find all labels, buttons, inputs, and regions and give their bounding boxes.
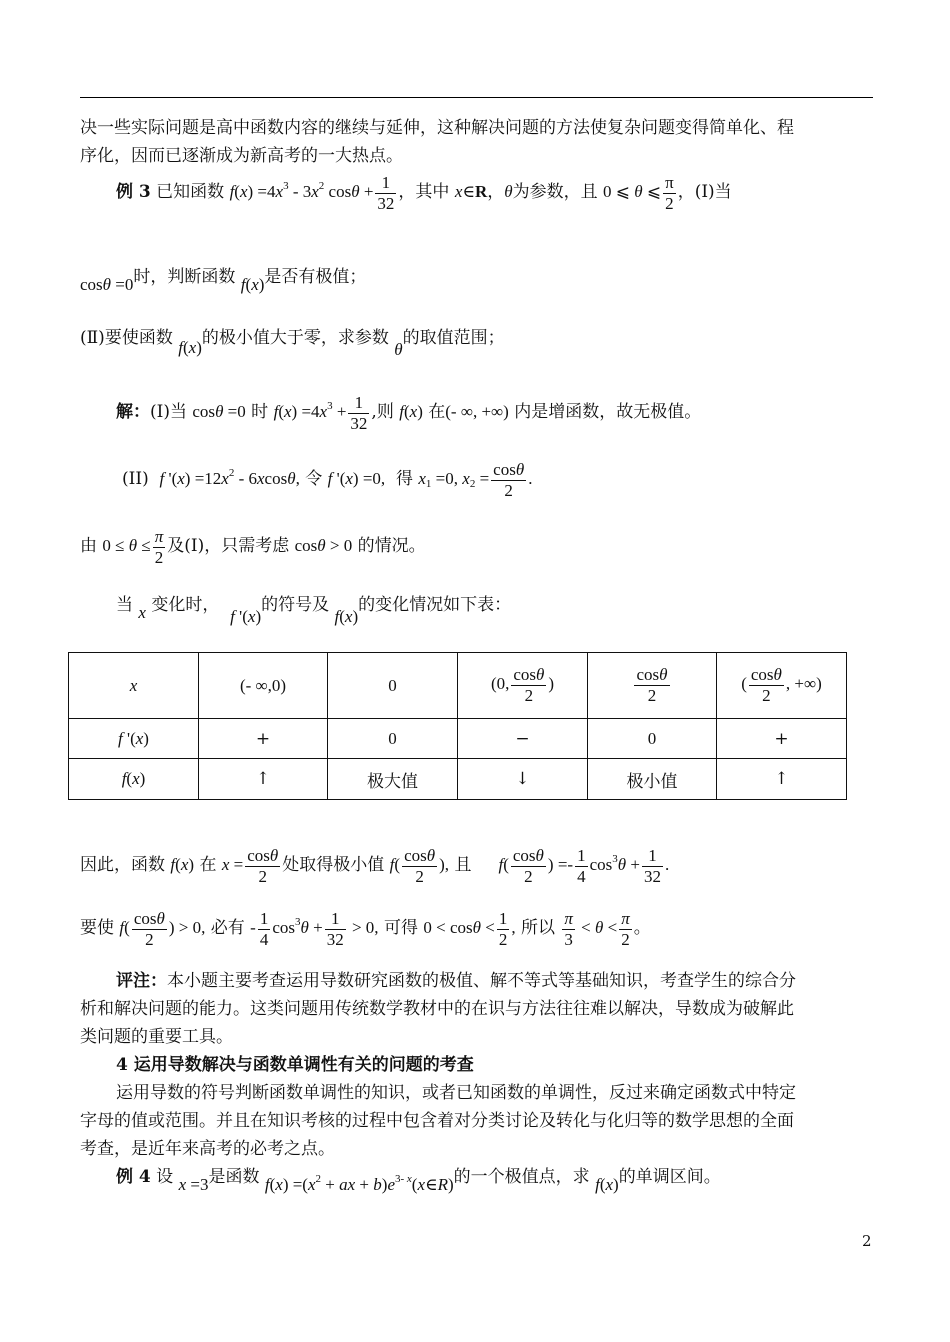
example4-label: 例 4 — [116, 1167, 151, 1187]
example3-label: 例 3 — [116, 181, 151, 202]
solution-label: 解： — [116, 401, 150, 422]
intro-line-2: 序化，因而已逐渐成为新高考的一大热点。 — [80, 146, 403, 166]
conclusion-line-2: 要使 f( $\frac{\cos\theta}{2}$ ) > 0, 必有 - $\frac{1}{4}$ $\cos^3\theta$ + $\frac{1}{32}$ > 0, 可得 0 < cosθ < $\frac{1}{2}$ , 所以 $\frac{\pi}{3}$ < θ < $\frac{\pi}{2}$ 。 — [80, 909, 651, 949]
intro-line-1: 决一些实际问题是高中函数内容的继续与延伸，这种解决问题的方法使复杂问题变得简单化、程 — [80, 118, 794, 138]
page-number: 2 — [862, 1232, 872, 1250]
solution-table-intro: 当 x 变化时， f '(x)的符号及 f(x)的变化情况如下表： — [116, 595, 512, 626]
solution-part2: (II) f '$(x) =12x^2 - 6xcos\theta$, 令 f '(x) =0, 得 $x_1 =0$, $x_2$ = $\frac{\cos\theta}{2}$ . — [122, 460, 533, 500]
comment-label: 评注： — [116, 971, 167, 991]
variation-table — [68, 652, 847, 800]
section4-line-3: 考查，是近年来高考的必考之点。 — [80, 1139, 335, 1159]
table-row: f '(x) + 0 − 0 + — [69, 719, 847, 759]
header-rule — [80, 97, 873, 98]
example4-statement: 例 4 设 x =3是函数 $f(x) =(x^2$ + ax + $b)e^{3- x}(x\in R)$的一个极值点，求 f(x)的单调区间。 — [116, 1167, 721, 1194]
comment-line-1: 评注：本小题主要考查运用导数研究函数的极值、解不等式等基础知识，考查学生的综合分 — [116, 971, 796, 991]
example3-statement: 例 3 已知函数 $f(x) =4x^3 - 3x^2$ cosθ + $\frac{1}{32}$ ，其中 x∈R，θ为参数，且 0 ⩽ θ ⩽ $\frac{\pi}{2}$ ，(Ⅰ)当 — [116, 173, 732, 213]
solution-condition: 由 0 ≤ θ ≤ $\frac{\pi}{2}$ 及(Ⅰ)，只需考虑 cosθ > 0 的情况。 — [80, 527, 426, 567]
solution-part1: 解：(Ⅰ)当 cosθ =0 时 $f(x) =4x^3$ + $\frac{1}{32}$ ,则 f(x) 在(- ∞, +∞) 内是增函数，故无极值。 — [116, 393, 702, 433]
comment-line-3: 类问题的重要工具。 — [80, 1027, 233, 1047]
formula-f: $f(x) =4x^3 - 3x^2$ cosθ + $\frac{1}{32}$ — [229, 173, 395, 213]
comment-line-2: 析和解决问题的能力。这类问题用传统数学教材中的在识与方法往往难以解决，导数成为破解此 — [80, 999, 794, 1019]
section4-heading: 4 运用导数解决与函数单调性有关的问题的考查 — [116, 1055, 474, 1075]
table-row: x (- ∞,0) 0 (0, $\frac{\cos\theta}{2}$ ) $\frac{\cos\theta}{2}$ ( $\frac{\cos\theta}{2}$ , +∞) — [69, 653, 847, 719]
example3-part1-cont: cosθ =0时，判断函数 f(x)是否有极值； — [80, 267, 367, 294]
section4-line-1: 运用导数的符号判断函数单调性的知识，或者已知函数的单调性，反过来确定函数式中特定 — [116, 1083, 796, 1103]
section4-line-2: 字母的值或范围。并且在知识考核的过程中包含着对分类讨论及转化与化归等的数学思想的全面 — [80, 1111, 794, 1131]
conclusion-line-1: 因此，函数 f(x) 在 x = $\frac{\cos\theta}{2}$ 处取得极小值 f( $\frac{\cos\theta}{2}$ ), 且 f( $\frac{\cos\theta}{2}$ ) =- $\frac{1}{4}$ $\cos^3\theta$ + $\frac{1}{32}$ . — [80, 846, 670, 886]
table-row: f(x) ↑ 极大值 ↓ 极小值 ↑ — [69, 759, 847, 800]
example3-part2: (Ⅱ)要使函数 f(x)的极小值大于零，求参数 θ的取值范围； — [80, 328, 505, 359]
